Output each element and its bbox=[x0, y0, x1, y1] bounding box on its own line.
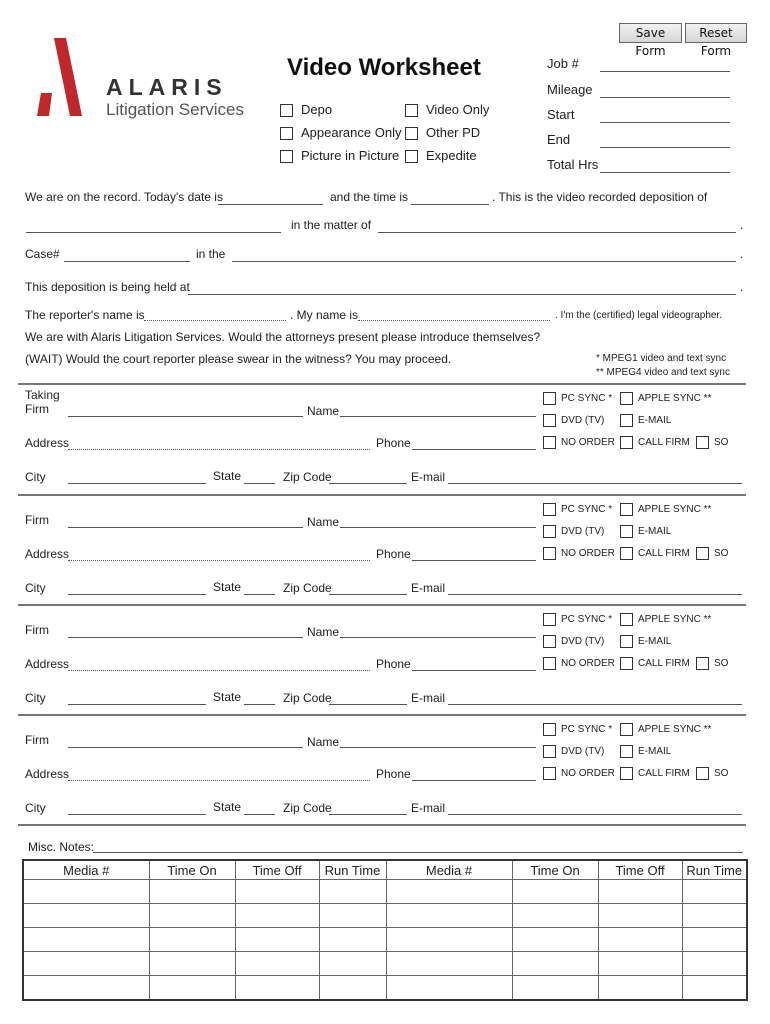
call-firm-checkbox[interactable] bbox=[620, 767, 633, 780]
state-field[interactable] bbox=[244, 483, 275, 484]
other-pd-checkbox[interactable] bbox=[405, 127, 418, 140]
media-cell[interactable] bbox=[682, 976, 747, 1001]
case-label: Case# bbox=[25, 247, 60, 261]
email-label: E-mail bbox=[411, 691, 446, 705]
media-cell[interactable] bbox=[235, 928, 319, 952]
call-firm-label: CALL FIRM bbox=[638, 437, 690, 448]
phone-label: Phone bbox=[376, 436, 411, 450]
video-only-label: Video Only bbox=[426, 102, 490, 117]
no-order-checkbox[interactable] bbox=[543, 547, 556, 560]
state-label: State bbox=[213, 469, 242, 483]
email-field[interactable] bbox=[448, 483, 742, 484]
my-name-text: . My name is bbox=[290, 308, 359, 322]
pc-sync-checkbox[interactable] bbox=[543, 613, 556, 626]
section-divider bbox=[18, 714, 746, 716]
media-number-header: Media # bbox=[386, 860, 512, 880]
media-cell[interactable] bbox=[149, 976, 235, 1001]
media-table bbox=[22, 859, 748, 1001]
dvd-tv-checkbox[interactable] bbox=[543, 414, 556, 427]
phone-label: Phone bbox=[376, 767, 411, 781]
address-field[interactable] bbox=[68, 449, 370, 450]
time-on-header: Time On bbox=[149, 860, 235, 880]
media-cell[interactable] bbox=[149, 928, 235, 952]
job-number-field[interactable] bbox=[600, 71, 730, 72]
name-label: Name bbox=[307, 515, 340, 529]
firm-field[interactable] bbox=[68, 637, 303, 638]
media-cell[interactable] bbox=[598, 976, 682, 1001]
name-label: Name bbox=[307, 404, 340, 418]
firm-label: Firm bbox=[25, 513, 49, 527]
phone-field[interactable] bbox=[412, 449, 536, 450]
apple-sync-checkbox[interactable] bbox=[620, 392, 633, 405]
zip-label: Zip Code bbox=[283, 691, 332, 705]
logo-name: ALARIS bbox=[106, 74, 228, 100]
start-label: Start bbox=[547, 107, 575, 122]
media-cell[interactable] bbox=[319, 904, 386, 928]
email-field[interactable] bbox=[448, 594, 742, 595]
misc-notes-field[interactable] bbox=[93, 852, 743, 853]
call-firm-label: CALL FIRM bbox=[638, 768, 690, 779]
pc-sync-label: PC SYNC * bbox=[561, 504, 613, 515]
email-label: E-mail bbox=[411, 581, 446, 595]
appearance-only-checkbox[interactable] bbox=[280, 127, 293, 140]
section-divider bbox=[18, 824, 746, 826]
matter-field[interactable] bbox=[378, 232, 736, 233]
dvd-tv-label: DVD (TV) bbox=[561, 526, 605, 537]
media-row bbox=[23, 928, 747, 952]
zip-label: Zip Code bbox=[283, 801, 332, 815]
state-field[interactable] bbox=[244, 704, 275, 705]
end-field[interactable] bbox=[600, 147, 730, 148]
apple-sync-label: APPLE SYNC ** bbox=[638, 724, 712, 735]
no-order-checkbox[interactable] bbox=[543, 767, 556, 780]
deponent-field[interactable] bbox=[26, 232, 281, 233]
city-label: City bbox=[25, 581, 46, 595]
media-cell[interactable] bbox=[386, 928, 512, 952]
media-cell[interactable] bbox=[319, 976, 386, 1001]
videographer-text: . I'm the (certified) legal videographer. bbox=[555, 310, 722, 321]
picture-in-picture-label: Picture in Picture bbox=[301, 148, 400, 163]
media-cell[interactable] bbox=[235, 976, 319, 1001]
media-cell[interactable] bbox=[235, 952, 319, 976]
media-cell[interactable] bbox=[319, 952, 386, 976]
email-field[interactable] bbox=[448, 814, 742, 815]
date-field[interactable] bbox=[218, 204, 323, 205]
address-field[interactable] bbox=[68, 780, 370, 781]
job-number-label: Job # bbox=[547, 56, 579, 71]
no-order-checkbox[interactable] bbox=[543, 657, 556, 670]
alaris-logo-mark bbox=[36, 38, 86, 118]
media-cell[interactable] bbox=[23, 952, 149, 976]
apple-sync-checkbox[interactable] bbox=[620, 613, 633, 626]
address-label: Address bbox=[25, 767, 70, 781]
no-order-label: NO ORDER bbox=[561, 437, 615, 448]
expedite-label: Expedite bbox=[426, 148, 477, 163]
firm-label: Firm bbox=[25, 623, 49, 637]
media-cell[interactable] bbox=[598, 928, 682, 952]
video-only-checkbox[interactable] bbox=[405, 104, 418, 117]
email-label: E-mail bbox=[411, 470, 446, 484]
media-number-header: Media # bbox=[23, 860, 149, 880]
media-cell[interactable] bbox=[512, 880, 598, 904]
wait-text: (WAIT) Would the court reporter please swear in the witness? You may proceed. bbox=[25, 352, 452, 366]
start-field[interactable] bbox=[600, 122, 730, 123]
e-mail-option-label: E-MAIL bbox=[638, 415, 672, 426]
matter-of-text: in the matter of bbox=[291, 218, 372, 232]
so-label: SO bbox=[714, 768, 729, 779]
pc-sync-checkbox[interactable] bbox=[543, 723, 556, 736]
record-intro-text: We are on the record. Today's date is bbox=[25, 190, 223, 204]
so-checkbox[interactable] bbox=[696, 547, 709, 560]
zip-field[interactable] bbox=[329, 483, 407, 484]
firm-field[interactable] bbox=[68, 747, 303, 748]
media-row bbox=[23, 952, 747, 976]
page-title: Video Worksheet bbox=[287, 54, 481, 81]
mpeg1-note: * MPEG1 video and text sync bbox=[596, 353, 727, 364]
name-label: Name bbox=[307, 625, 340, 639]
period-mark: . bbox=[740, 247, 744, 261]
e-mail-option-checkbox[interactable] bbox=[620, 414, 633, 427]
media-cell[interactable] bbox=[23, 928, 149, 952]
time-off-header: Time Off bbox=[235, 860, 319, 880]
section-divider bbox=[18, 604, 746, 606]
call-firm-label: CALL FIRM bbox=[638, 548, 690, 559]
no-order-label: NO ORDER bbox=[561, 768, 615, 779]
apple-sync-checkbox[interactable] bbox=[620, 503, 633, 516]
e-mail-option-label: E-MAIL bbox=[638, 636, 672, 647]
city-field[interactable] bbox=[68, 814, 206, 815]
period-mark: . bbox=[740, 218, 744, 232]
state-label: State bbox=[213, 800, 242, 814]
run-time-header: Run Time bbox=[682, 860, 747, 880]
phone-field[interactable] bbox=[412, 560, 536, 561]
media-cell[interactable] bbox=[512, 952, 598, 976]
section-divider bbox=[18, 494, 746, 496]
save-form-button[interactable]: Save Form bbox=[619, 23, 682, 43]
call-firm-checkbox[interactable] bbox=[620, 657, 633, 670]
zip-field[interactable] bbox=[329, 814, 407, 815]
firm-field[interactable] bbox=[68, 527, 303, 528]
attorney-name-field[interactable] bbox=[340, 637, 536, 638]
media-cell[interactable] bbox=[598, 880, 682, 904]
media-cell[interactable] bbox=[235, 880, 319, 904]
media-cell[interactable] bbox=[23, 904, 149, 928]
media-cell[interactable] bbox=[235, 904, 319, 928]
so-checkbox[interactable] bbox=[696, 657, 709, 670]
pc-sync-checkbox[interactable] bbox=[543, 392, 556, 405]
email-field[interactable] bbox=[448, 704, 742, 705]
appearance-only-label: Appearance Only bbox=[301, 125, 402, 140]
address-field[interactable] bbox=[68, 670, 370, 671]
in-the-text: in the bbox=[196, 247, 226, 261]
pc-sync-checkbox[interactable] bbox=[543, 503, 556, 516]
videographer-name-field[interactable] bbox=[358, 320, 550, 321]
dvd-tv-label: DVD (TV) bbox=[561, 636, 605, 647]
held-at-text: This deposition is being held at bbox=[25, 280, 190, 294]
so-label: SO bbox=[714, 548, 729, 559]
firm-label: Firm bbox=[25, 402, 49, 416]
city-label: City bbox=[25, 691, 46, 705]
name-label: Name bbox=[307, 735, 340, 749]
dvd-tv-checkbox[interactable] bbox=[543, 745, 556, 758]
media-cell[interactable] bbox=[319, 928, 386, 952]
state-field[interactable] bbox=[244, 594, 275, 595]
e-mail-option-checkbox[interactable] bbox=[620, 745, 633, 758]
expedite-checkbox[interactable] bbox=[405, 150, 418, 163]
phone-field[interactable] bbox=[412, 780, 536, 781]
pc-sync-label: PC SYNC * bbox=[561, 614, 613, 625]
address-field[interactable] bbox=[68, 560, 370, 561]
e-mail-option-label: E-MAIL bbox=[638, 746, 672, 757]
call-firm-checkbox[interactable] bbox=[620, 436, 633, 449]
time-field[interactable] bbox=[411, 204, 489, 205]
alaris-introduce-text: We are with Alaris Litigation Services. Would the attorneys present please introduce themselves? bbox=[25, 330, 541, 344]
zip-label: Zip Code bbox=[283, 581, 332, 595]
phone-label: Phone bbox=[376, 547, 411, 561]
media-cell[interactable] bbox=[682, 880, 747, 904]
period-mark: . bbox=[740, 280, 744, 294]
city-label: City bbox=[25, 801, 46, 815]
pc-sync-label: PC SYNC * bbox=[561, 393, 613, 404]
depo-checkbox[interactable] bbox=[280, 104, 293, 117]
dvd-tv-checkbox[interactable] bbox=[543, 525, 556, 538]
apple-sync-checkbox[interactable] bbox=[620, 723, 633, 736]
end-label: End bbox=[547, 132, 571, 147]
court-field[interactable] bbox=[232, 261, 736, 262]
media-row bbox=[23, 904, 747, 928]
dvd-tv-checkbox[interactable] bbox=[543, 635, 556, 648]
zip-field[interactable] bbox=[329, 594, 407, 595]
no-order-checkbox[interactable] bbox=[543, 436, 556, 449]
e-mail-option-checkbox[interactable] bbox=[620, 635, 633, 648]
media-cell[interactable] bbox=[386, 952, 512, 976]
total-hrs-label: Total Hrs bbox=[547, 157, 599, 172]
attorney-name-field[interactable] bbox=[340, 527, 536, 528]
location-field[interactable] bbox=[188, 294, 736, 295]
so-label: SO bbox=[714, 658, 729, 669]
city-label: City bbox=[25, 470, 46, 484]
phone-label: Phone bbox=[376, 657, 411, 671]
total-hrs-field[interactable] bbox=[600, 172, 730, 173]
firm-label: Firm bbox=[25, 733, 49, 747]
media-row bbox=[23, 976, 747, 1001]
case-field[interactable] bbox=[64, 261, 190, 262]
reporter-name-text: The reporter's name is bbox=[25, 308, 145, 322]
media-cell[interactable] bbox=[149, 880, 235, 904]
call-firm-checkbox[interactable] bbox=[620, 547, 633, 560]
run-time-header: Run Time bbox=[319, 860, 386, 880]
e-mail-option-checkbox[interactable] bbox=[620, 525, 633, 538]
address-label: Address bbox=[25, 547, 70, 561]
media-cell[interactable] bbox=[682, 952, 747, 976]
misc-notes-label: Misc. Notes: bbox=[28, 840, 95, 854]
mileage-field[interactable] bbox=[600, 97, 730, 98]
media-cell[interactable] bbox=[386, 976, 512, 1001]
media-cell[interactable] bbox=[512, 904, 598, 928]
state-label: State bbox=[213, 580, 242, 594]
state-label: State bbox=[213, 690, 242, 704]
mpeg4-note: ** MPEG4 video and text sync bbox=[596, 367, 730, 378]
picture-in-picture-checkbox[interactable] bbox=[280, 150, 293, 163]
logo-subtitle: Litigation Services bbox=[106, 100, 244, 119]
depo-label: Depo bbox=[301, 102, 333, 117]
media-cell[interactable] bbox=[23, 976, 149, 1001]
time-off-header: Time Off bbox=[598, 860, 682, 880]
reset-form-button[interactable]: Reset Form bbox=[685, 23, 747, 43]
taking-label: Taking bbox=[25, 388, 60, 402]
mileage-label: Mileage bbox=[547, 82, 593, 97]
media-row bbox=[23, 880, 747, 904]
media-cell[interactable] bbox=[386, 880, 512, 904]
other-pd-label: Other PD bbox=[426, 125, 481, 140]
zip-field[interactable] bbox=[329, 704, 407, 705]
dvd-tv-label: DVD (TV) bbox=[561, 415, 605, 426]
so-checkbox[interactable] bbox=[696, 767, 709, 780]
so-checkbox[interactable] bbox=[696, 436, 709, 449]
media-cell[interactable] bbox=[598, 904, 682, 928]
attorney-name-field[interactable] bbox=[340, 416, 536, 417]
zip-label: Zip Code bbox=[283, 470, 332, 484]
deposition-of-text: . This is the video recorded deposition of bbox=[492, 190, 708, 204]
email-label: E-mail bbox=[411, 801, 446, 815]
dvd-tv-label: DVD (TV) bbox=[561, 746, 605, 757]
media-cell[interactable] bbox=[682, 928, 747, 952]
state-field[interactable] bbox=[244, 814, 275, 815]
city-field[interactable] bbox=[68, 704, 206, 705]
attorney-name-field[interactable] bbox=[340, 747, 536, 748]
apple-sync-label: APPLE SYNC ** bbox=[638, 614, 712, 625]
so-label: SO bbox=[714, 437, 729, 448]
call-firm-label: CALL FIRM bbox=[638, 658, 690, 669]
apple-sync-label: APPLE SYNC ** bbox=[638, 504, 712, 515]
reporter-name-field[interactable] bbox=[144, 320, 286, 321]
media-cell[interactable] bbox=[598, 952, 682, 976]
e-mail-option-label: E-MAIL bbox=[638, 526, 672, 537]
time-text: and the time is bbox=[330, 190, 409, 204]
media-cell[interactable] bbox=[512, 976, 598, 1001]
section-divider bbox=[18, 383, 746, 385]
phone-field[interactable] bbox=[412, 670, 536, 671]
time-on-header: Time On bbox=[512, 860, 598, 880]
pc-sync-label: PC SYNC * bbox=[561, 724, 613, 735]
media-cell[interactable] bbox=[23, 880, 149, 904]
no-order-label: NO ORDER bbox=[561, 658, 615, 669]
city-field[interactable] bbox=[68, 594, 206, 595]
address-label: Address bbox=[25, 436, 70, 450]
no-order-label: NO ORDER bbox=[561, 548, 615, 559]
media-cell[interactable] bbox=[319, 880, 386, 904]
firm-field[interactable] bbox=[68, 416, 303, 417]
address-label: Address bbox=[25, 657, 70, 671]
media-cell[interactable] bbox=[512, 928, 598, 952]
media-cell[interactable] bbox=[682, 904, 747, 928]
city-field[interactable] bbox=[68, 483, 206, 484]
apple-sync-label: APPLE SYNC ** bbox=[638, 393, 712, 404]
media-cell[interactable] bbox=[149, 904, 235, 928]
media-cell[interactable] bbox=[149, 952, 235, 976]
media-cell[interactable] bbox=[386, 904, 512, 928]
